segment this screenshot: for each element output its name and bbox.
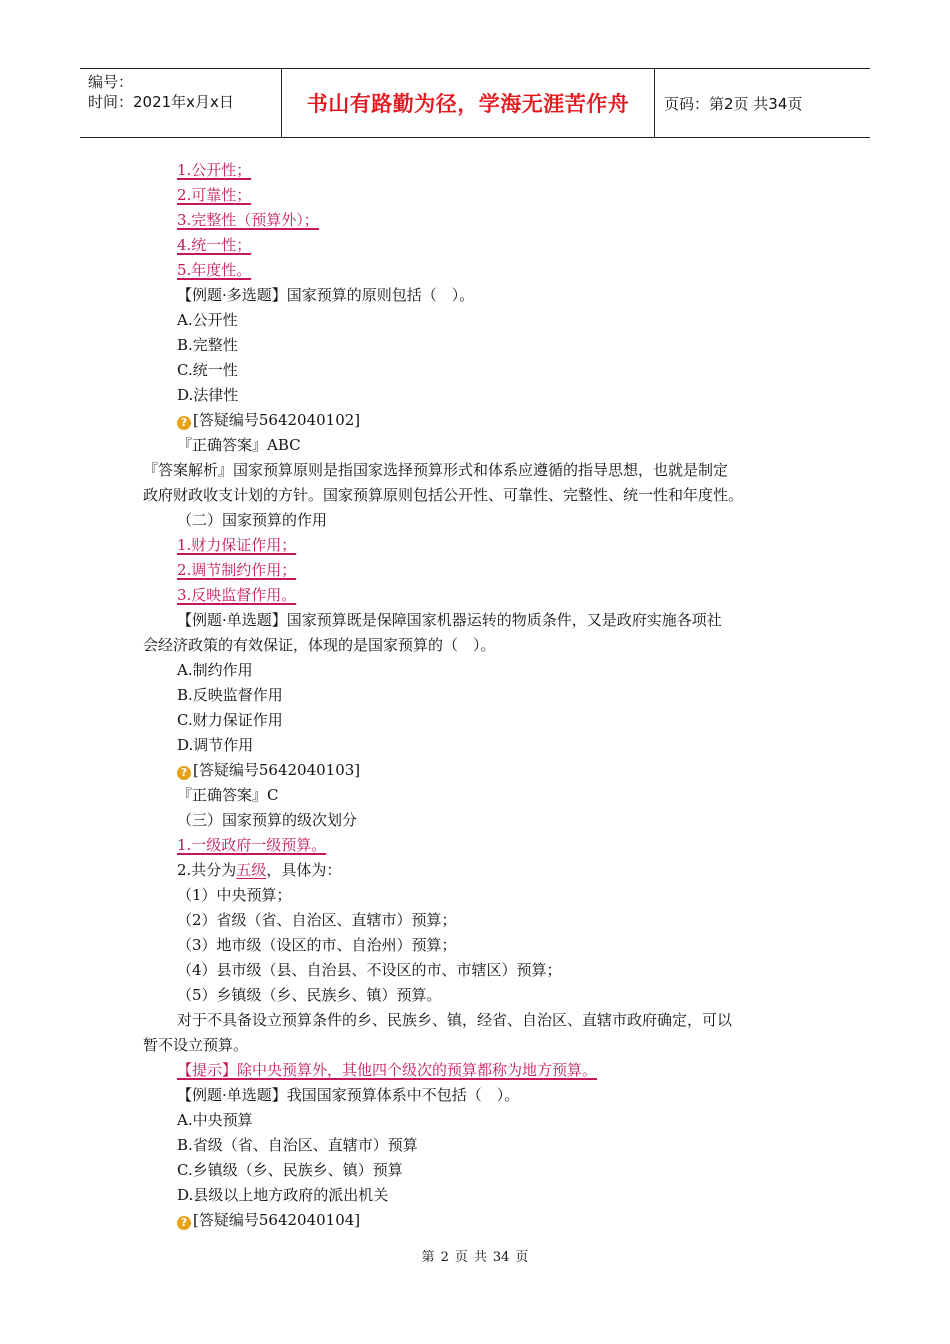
level-line: 1.一级政府一级预算。: [177, 836, 327, 854]
answer-id-line: ? [答疑编号5642040103]: [0, 758, 950, 783]
principle-line: 5.年度性。: [177, 261, 252, 279]
principle-line: 1.公开性；: [177, 161, 252, 179]
function-line: 1.财力保证作用；: [177, 536, 297, 554]
level-item: （4）县市级（县、自治县、不设区的市、市辖区）预算；: [177, 961, 562, 979]
option: C.乡镇级（乡、民族乡、镇）预算: [177, 1161, 403, 1179]
question-1: 【例题·多选题】国家预算的原则包括（ ）。: [177, 286, 475, 304]
question-3: 【例题·单选题】我国国家预算体系中不包括（ ）。: [177, 1086, 520, 1104]
principle-line: 3.完整性（预算外）；: [177, 211, 319, 229]
level-item: （1）中央预算；: [177, 886, 292, 904]
level-item: （2）省级（省、自治区、直辖市）预算；: [177, 911, 457, 929]
document-body: [0, 158, 950, 1233]
answer-id-line: ? [答疑编号5642040104]: [0, 1208, 950, 1233]
option: C.统一性: [177, 361, 238, 379]
page-header: [80, 68, 870, 138]
principle-line: 4.统一性；: [177, 236, 252, 254]
answer-explanation: 『答案解析』国家预算原则是指国家选择预算形式和体系应遵循的指导思想，也就是制定: [143, 461, 729, 479]
page-footer: 第 2 页 共 34 页: [421, 1250, 529, 1265]
function-line: 3.反映监督作用。: [177, 586, 297, 604]
paragraph: 对于不具备设立预算条件的乡、民族乡、镇，经省、自治区、直辖市政府确定，可以: [177, 1011, 733, 1029]
level-item: （3）地市级（设区的市、自治州）预算；: [177, 936, 457, 954]
option: A.中央预算: [177, 1111, 253, 1129]
correct-answer: 『正确答案』C: [177, 786, 279, 804]
option: D.法律性: [177, 386, 239, 404]
question-2: 【例题·单选题】国家预算既是保障国家机器运转的物质条件，又是政府实施各项社: [177, 611, 722, 629]
answer-explanation: 政府财政收支计划的方针。国家预算原则包括公开性、可靠性、完整性、统一性和年度性。: [143, 486, 744, 504]
section-heading: （三）国家预算的级次划分: [177, 811, 358, 829]
question-icon[interactable]: ?: [177, 416, 191, 430]
header-meta: [80, 69, 282, 137]
option: C.财力保证作用: [177, 711, 283, 729]
principle-line: 2.可靠性；: [177, 186, 252, 204]
question-2-cont: 会经济政策的有效保证，体现的是国家预算的（ ）。: [143, 636, 496, 654]
correct-answer: 『正确答案』ABC: [177, 436, 301, 454]
level-item: （5）乡镇级（乡、民族乡、镇）预算。: [177, 986, 442, 1004]
question-icon[interactable]: ?: [177, 766, 191, 780]
section-heading: （二）国家预算的作用: [177, 511, 328, 529]
option: B.省级（省、自治区、直辖市）预算: [177, 1136, 418, 1154]
option: B.反映监督作用: [177, 686, 283, 704]
function-line: 2.调节制约作用；: [177, 561, 297, 579]
answer-id-line: ? [答疑编号5642040102]: [0, 408, 950, 433]
option: D.县级以上地方政府的派出机关: [177, 1186, 389, 1204]
option: A.制约作用: [177, 661, 253, 679]
paragraph: 暂不设立预算。: [143, 1036, 249, 1054]
tip: 【提示】除中央预算外，其他四个级次的预算都称为地方预算。: [177, 1061, 598, 1079]
question-icon[interactable]: ?: [177, 1216, 191, 1230]
level-line: 2.共分为五级，具体为：: [177, 861, 342, 879]
option: D.调节作用: [177, 736, 254, 754]
motto: 书山有路勤为径，学海无涯苦作舟: [282, 69, 655, 137]
number-label: 编号：: [88, 73, 134, 91]
page-code: 页码：第2页 共34页: [664, 94, 803, 113]
option: B.完整性: [177, 336, 238, 354]
option: A.公开性: [177, 311, 238, 329]
time-label: 时间：2021年x月x日: [88, 93, 234, 111]
